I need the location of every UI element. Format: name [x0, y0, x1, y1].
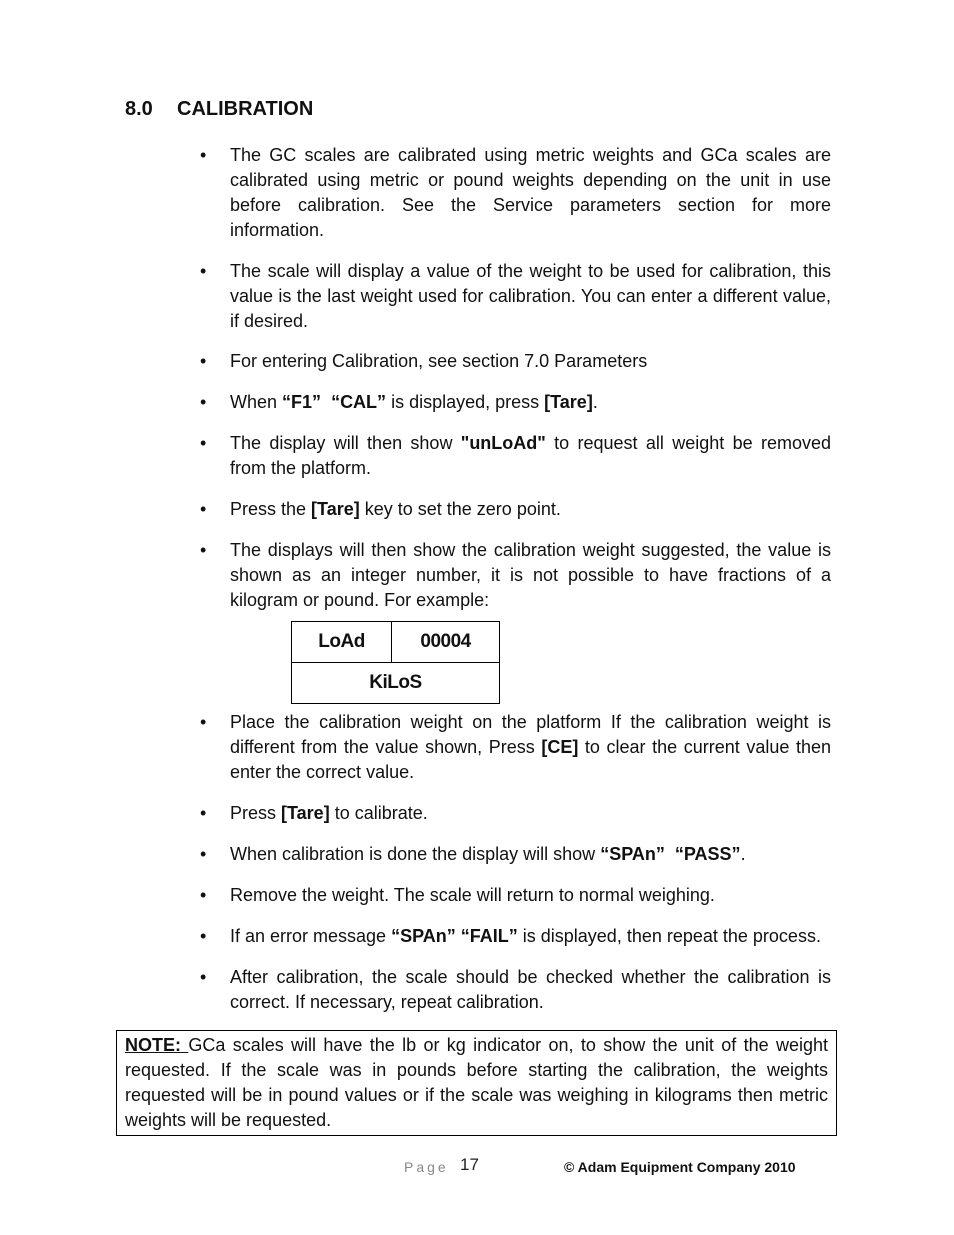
- bullet-text: The GC scales are calibrated using metric weights and GCa scales are calibrated using metric or pound weights depending on the unit in use before calibration. See the Service parameters section for more information.: [230, 145, 831, 240]
- bullet-text: [230, 710, 831, 785]
- bullet-text: [230, 497, 831, 522]
- list-item: [200, 801, 831, 826]
- list-item: [200, 924, 831, 949]
- list-item: [200, 842, 831, 867]
- bullet-text: The displays will then show the calibration weight suggested, the value is shown as an integer number, it is not possible to have fractions of a kilogram or pound. For example:: [230, 540, 831, 610]
- list-item: [200, 538, 831, 613]
- text-run: When: [230, 392, 283, 412]
- bullet-text: [230, 924, 831, 949]
- display-code: "unLoAd": [460, 433, 546, 453]
- list-item: [200, 143, 831, 243]
- bullet-text: [230, 390, 831, 415]
- text-run: If an error message: [230, 926, 392, 946]
- display-code: “SPAn”: [391, 926, 456, 946]
- page-number: 17: [460, 1155, 479, 1174]
- bullet-text: After calibration, the scale should be checked whether the calibration is correct. If necessary, repeat calibration.: [230, 967, 831, 1012]
- list-item: [200, 497, 831, 522]
- bullet-text: Remove the weight. The scale will return to normal weighing.: [230, 885, 715, 905]
- display-code: “PASS”: [674, 844, 741, 864]
- section-heading: [125, 98, 313, 121]
- bullet-icon: •: [200, 351, 207, 371]
- note-text: GCa scales will have the lb or kg indicator on, to show the unit of the weight requested. If the scale was in pounds before starting the calibration, the weights requested will be in pound values or if the scale was weighing in kilograms then metric weights will be requested.: [125, 1035, 829, 1130]
- text-run: to clear the current value then enter the correct value.: [230, 737, 831, 782]
- display-code: “FAIL”: [460, 926, 518, 946]
- bullet-icon: •: [200, 926, 207, 946]
- list-item: [200, 431, 831, 481]
- display-example-right: 00004: [392, 622, 500, 663]
- text-run: Press: [230, 803, 282, 823]
- bullet-icon: •: [200, 433, 207, 453]
- text-run: Place the calibration weight on the platform If the calibration weight is different from the value shown, Press: [230, 712, 831, 757]
- bullet-icon: •: [200, 844, 207, 864]
- text-run: is displayed, then repeat the process.: [517, 926, 821, 946]
- key-name: [Tare]: [281, 803, 330, 823]
- key-name: [Tare]: [311, 499, 360, 519]
- note-label: NOTE:: [125, 1035, 189, 1055]
- list-item: [200, 710, 831, 785]
- bullet-text: The scale will display a value of the weight to be used for calibration, this value is the last weight used for calibration. You can enter a different value, if desired.: [230, 261, 831, 331]
- copyright: © Adam Equipment Company 2010: [564, 1159, 796, 1175]
- display-example-left: LoAd: [292, 622, 392, 663]
- text-run: The display will then show: [230, 433, 461, 453]
- text-run: .: [592, 392, 598, 412]
- text-run: .: [740, 844, 746, 864]
- list-item: [200, 349, 831, 374]
- note-box: [116, 1030, 837, 1136]
- display-example-bottom: KiLoS: [292, 663, 500, 704]
- bullet-icon: •: [200, 967, 207, 987]
- list-item: [200, 390, 831, 415]
- list-item: [200, 965, 831, 1015]
- text-run: When calibration is done the display will show: [230, 844, 601, 864]
- text-run: to calibrate.: [329, 803, 428, 823]
- section-number: 8.0: [125, 98, 153, 120]
- bullet-icon: •: [200, 540, 207, 560]
- display-code: “F1”: [282, 392, 322, 412]
- text-run: to request all weight be removed from the platform.: [230, 433, 831, 478]
- bullet-icon: •: [200, 803, 207, 823]
- bullet-icon: •: [200, 145, 207, 165]
- display-code: “SPAn”: [600, 844, 665, 864]
- bullet-text: [230, 431, 831, 481]
- text-run: key to set the zero point.: [359, 499, 561, 519]
- bullet-text: For entering Calibration, see section 7.0 Parameters: [230, 351, 648, 371]
- display-code: “CAL”: [331, 392, 387, 412]
- bullet-icon: •: [200, 261, 207, 281]
- display-example-table: [291, 621, 500, 704]
- bullet-icon: •: [200, 499, 207, 519]
- bullet-icon: •: [200, 712, 207, 732]
- bullet-icon: •: [200, 392, 207, 412]
- list-item: [200, 259, 831, 334]
- text-run: Press the: [230, 499, 312, 519]
- bullet-text: [230, 801, 831, 826]
- list-item: [200, 883, 831, 908]
- bullet-text: [230, 842, 831, 867]
- bullet-icon: •: [200, 885, 207, 905]
- key-name: [Tare]: [544, 392, 593, 412]
- section-title: CALIBRATION: [177, 98, 314, 120]
- text-run: is displayed, press: [386, 392, 545, 412]
- key-name: [CE]: [541, 737, 579, 757]
- page-label: Page: [404, 1159, 449, 1175]
